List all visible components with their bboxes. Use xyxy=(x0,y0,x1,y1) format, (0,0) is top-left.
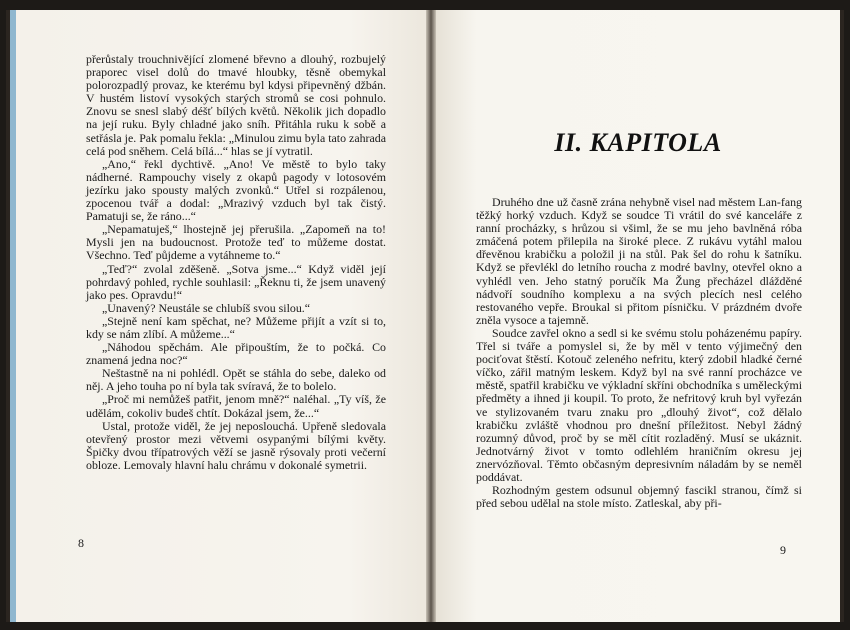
left-page-text xyxy=(86,53,386,472)
book-spread xyxy=(6,10,844,622)
paragraph: „Proč mi nemůžeš patřit, jenom mně?“ naléhal. „Ty víš, že udělám, cokoliv budeš chtít. Dokázal jsem, že...“ xyxy=(86,392,386,420)
right-page xyxy=(436,10,840,622)
paragraph: „Ano,“ řekl dychtivě. „Ano! Ve městě to bylo taky nádherné. Rampouchy visely z okapů pagody v lotosovém jezírku jako spousty malých zvonků.“ Utřel si rozpálenou, zpocenou tvář a dodal: „Mrazivý vzduch byl tak čistý. Pamatuji se, že ráno...“ xyxy=(86,156,386,224)
paragraph: „Unavený? Neustále se chlubíš svou silou.“ xyxy=(102,300,311,315)
book-gutter xyxy=(426,10,436,622)
right-page-text xyxy=(476,196,802,510)
page-number: 9 xyxy=(780,543,786,557)
page-number: 8 xyxy=(78,536,84,550)
paragraph: „Stejně není kam spěchat, ne? Můžeme přijít a vzít si to, kdy se nám zlíbí. A můžeme...“ xyxy=(86,313,386,341)
paragraph: „Teď?“ zvolal zděšeně. „Sotva jsme...“ Když viděl její pohrdavý pohled, rychle souhlasil: „Řeknu ti, že jsem unavený jako pes. Opravdu!“ xyxy=(86,261,386,302)
left-page xyxy=(10,10,432,622)
paragraph: Rozhodným gestem odsunul objemný fascikl stranou, čímž si před sebou udělal na stole místo. Zatleskal, aby při- xyxy=(476,483,802,511)
paragraph: Druhého dne už časně zrána nehybně visel nad městem Lan-fang těžký horký vzduch. Když se soudce Ti vrátil do své kanceláře z ranní procházky, s hrůzou si všiml, že se mu jeho bavlněná róba zmáčená potem přilepila na široké plece. Z rukávu vytáhl malou dřevěnou krabičku a položil ji na stůl. Pak šel do rohu k šatníku. Když se převlékl do letního roucha z modré bavlny, otevřel okno a vyhlédl ven. Jeho statný poručík Ma Žung přecházel dlážděné nádvoří soudního komplexu a na svých plecích nesl celého restovaného vepře. Broukal si přitom písničku. V prázdném dvoře zněla vysoce a tajemně. xyxy=(476,195,802,327)
paragraph: „Nepamatuješ,“ lhostejně jej přerušila. „Zapomeň na to! Mysli jen na budoucnost. Protože teď to můžeme dostat. Všechno. Teď půjdeme a vytáhneme to.“ xyxy=(86,222,386,263)
paragraph: Ustal, protože viděl, že jej neposlouchá. Upřeně sledovala otevřený prostor mezi větvemi osypanými bílými květy. Špičky dvou třípatrových věží se jasně rýsovaly proti večerní obloze. Lemovaly hlavní halu chrámu v dokonalé symetrii. xyxy=(86,418,386,472)
paragraph: Soudce zavřel okno a sedl si ke svému stolu poházenému papíry. Třel si tváře a pomyslel si, že by měl v tento výjimečný den pociťovat štěstí. Kotouč zeleného nefritu, který zdobil hladké černé víčko, zářil matným leskem. Když byl na své ranní procházce ve městě, spatřil krabičku ve výkladní skříni obchodníka s uměleckými předměty a ihned ji koupil. To proto, že nefritový kruh byl vyřezán ve stylizovaném tvaru znaku pro „dlouhý život“, což dělalo krabičku zvláště vhodnou pro dnešní příležitost. Nebyl žádný rozumný důvod, proč by se měl cítit rozladěný. Musí se ukáznit. Jednotvárný život v tomto odlehlém hraničním okresu jej znervózňoval. Těmto občasným depresivním náladám by se neměl poddávat. xyxy=(476,325,802,484)
chapter-title: II. KAPITOLA xyxy=(554,128,722,157)
paragraph: přerůstaly trouchnivějící zlomené břevno a dlouhý, rozbujelý praporec visel dolů do tmavé hloubky, těsně obemykal polorozpadlý provaz, ke kterému byl kdysi připevněný džbán. V hustém listoví vysokých starých stromů se cosi pohnulo. Znovu se snesl slabý déšť bílých květů. Několik jich dopadlo na její ruku. Byly chladné jako sníh. Přitáhla ruku k sobě a setřásla je. Pak pomalu řekla: „Minulou zimu byla tato zahrada celá pod sněhem. Celá bílá...“ hlas se jí vytratil. xyxy=(86,52,386,158)
paragraph: „Náhodou spěchám. Ale připouštím, že to počká. Co znamená jedna noc?“ xyxy=(86,340,386,368)
paragraph: Neštastně na ni pohlédl. Opět se stáhla do sebe, daleko od něj. A jeho touha po ní byla tak svíravá, že to bolelo. xyxy=(86,366,386,394)
